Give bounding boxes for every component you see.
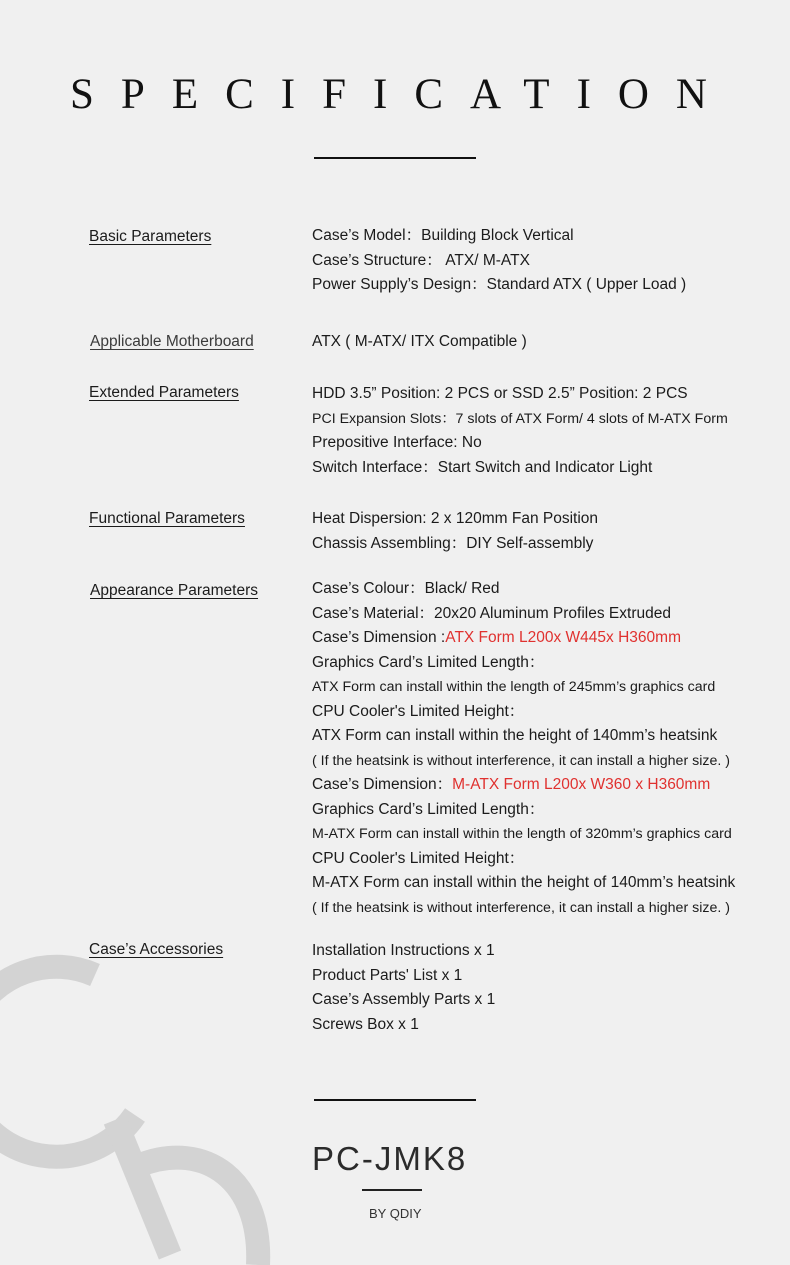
spec-line: Graphics Card’s Limited Length： — [312, 800, 545, 818]
section-label-applicable-motherboard: Applicable Motherboard — [90, 333, 254, 350]
spec-line-dimension-atx — [312, 626, 735, 651]
spec-line: ATX ( M-ATX/ ITX Compatible ) — [312, 333, 527, 350]
model-underline — [362, 1189, 422, 1191]
dimension-value: M-ATX Form L200x W360 x H360mm — [452, 776, 711, 793]
spec-line: Power Supply’s Design：Standard ATX ( Upper Load ) — [312, 276, 687, 293]
spec-line: M-ATX Form can install within the length of 320mm’s graphics card — [312, 826, 732, 842]
model-name: PC-JMK8 — [312, 1140, 468, 1177]
spec-line: Case’s Colour：Black/ Red — [312, 580, 500, 597]
section-applicable-motherboard — [312, 330, 527, 355]
spec-line: Installation Instructions x 1 — [312, 942, 495, 959]
spec-line: Product Parts' List x 1 — [312, 966, 463, 984]
spec-line: Case’s Assembly Parts x 1 — [312, 991, 496, 1008]
spec-line: Prepositive Interface: No — [312, 434, 482, 451]
spec-line: CPU Cooler's Limited Height： — [312, 702, 525, 720]
section-basic-parameters — [312, 224, 686, 298]
dimension-prefix: Case’s Dimension： — [312, 776, 453, 793]
spec-line: PCI Expansion Slots：7 slots of ATX Form/ 4 slots of M-ATX Form — [312, 410, 728, 427]
section-label-functional-parameters: Functional Parameters — [89, 510, 245, 527]
page-title: SPECIFICATION — [70, 71, 734, 118]
section-label-appearance-parameters: Appearance Parameters — [90, 582, 259, 599]
section-extended-parameters — [312, 382, 728, 480]
spec-line: Case’s Structure： ATX/ M-ATX — [312, 251, 530, 269]
section-functional-parameters — [312, 507, 598, 556]
section-case-accessories — [312, 939, 495, 1037]
spec-line: Case’s Material：20x20 Aluminum Profiles Extruded — [312, 604, 671, 622]
spec-line: HDD 3.5” Position: 2 PCS or SSD 2.5” Position: 2 PCS — [312, 385, 688, 402]
spec-line: ATX Form can install within the height of 140mm’s heatsink — [312, 727, 718, 744]
section-label-basic-parameters: Basic Parameters — [89, 228, 212, 245]
section-label-case-accessories: Case’s Accessories — [89, 941, 224, 958]
dimension-value: ATX Form L200x W445x H360mm — [445, 629, 681, 646]
section-label-extended-parameters: Extended Parameters — [89, 384, 239, 401]
section-appearance-parameters — [312, 577, 735, 920]
spec-line: Case’s Model：Building Block Vertical — [312, 227, 574, 244]
spec-line: Graphics Card’s Limited Length： — [312, 653, 545, 671]
spec-line: Screws Box x 1 — [312, 1015, 419, 1033]
title-divider — [314, 157, 476, 159]
spec-line: CPU Cooler's Limited Height： — [312, 849, 525, 867]
spec-line: ( If the heatsink is without interference, it can install a higher size. ) — [312, 899, 730, 916]
spec-line: Switch Interface：Start Switch and Indicator Light — [312, 458, 653, 476]
footer-divider — [314, 1099, 476, 1101]
spec-line: ( If the heatsink is without interference, it can install a higher size. ) — [312, 752, 730, 769]
spec-line: Heat Dispersion: 2 x 120mm Fan Position — [312, 510, 599, 527]
dimension-prefix: Case’s Dimension : — [312, 629, 446, 646]
spec-line-dimension-matx — [312, 773, 735, 798]
spec-line: ATX Form can install within the length of 245mm’s graphics card — [312, 679, 716, 695]
spec-line: Chassis Assembling：DIY Self-assembly — [312, 534, 594, 552]
spec-line: M-ATX Form can install within the height of 140mm’s heatsink — [312, 874, 736, 891]
brand-byline: BY QDIY — [369, 1206, 422, 1221]
